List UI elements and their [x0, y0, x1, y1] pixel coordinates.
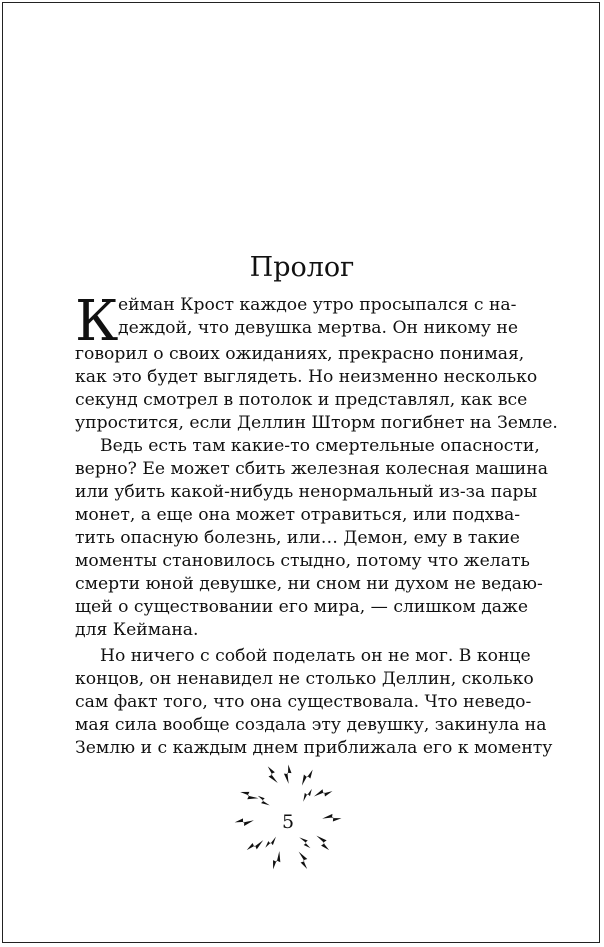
text-line: верно? Ее может сбить железная колесная машина [75, 459, 548, 479]
text-line: монет, а еще она может отравиться, или подхва- [75, 505, 521, 525]
text-line: Но ничего с собой поделать он не мог. В конце [100, 646, 531, 666]
text-line: моменты становилось стыдно, потому что желать [75, 551, 530, 571]
text-line: Землю и с каждым днем приближала его к моменту [75, 738, 553, 758]
text-line: говорил о своих ожиданиях, прекрасно понимая, [75, 344, 525, 364]
text-line: как это будет выглядеть. Но неизменно несколько [75, 367, 538, 387]
text-line: ейман Крост каждое утро просыпался с на- [118, 295, 517, 315]
text-line: для Кеймана. [75, 620, 199, 640]
text-line: смерти юной девушке, ни сном ни духом не ведаю- [75, 574, 543, 594]
page-number: 5 [281, 811, 295, 833]
text-line: щей о существовании его мира, — слишком даже [75, 597, 529, 617]
drop-cap: К [75, 289, 119, 354]
text-line: или убить какой-нибудь ненормальный из-за пары [75, 482, 538, 502]
page-number-ornament [228, 762, 348, 882]
text-line: тить опасную болезнь, или… Демон, ему в такие [75, 528, 520, 548]
text-line: упростится, если Деллин Шторм погибнет на Земле. [75, 413, 558, 433]
text-line: мая сила вообще создала эту девушку, закинула на [75, 715, 547, 735]
text-line: деждой, что девушка мертва. Он никому не [118, 318, 519, 338]
text-line: секунд смотрел в потолок и представлял, как все [75, 390, 528, 410]
chapter-title: Пролог [249, 252, 355, 283]
text-line: концов, он ненавидел не столько Деллин, сколько [75, 669, 534, 689]
text-line: Ведь есть там какие-то смертельные опасности, [100, 436, 540, 456]
text-line: сам факт того, что она существовала. Что неведо- [75, 692, 532, 712]
